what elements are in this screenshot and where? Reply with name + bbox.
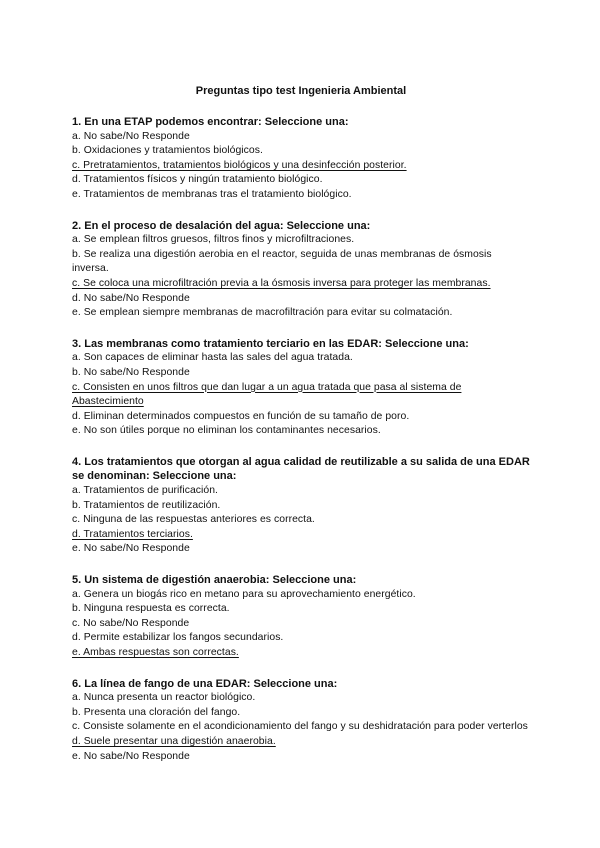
answer-option: b. Se realiza una digestión aerobia en el reactor, seguida de unas membranas de ósmosis inversa. <box>72 248 492 275</box>
answer-option: a. Son capaces de eliminar hasta las sales del agua tratada. <box>72 352 353 364</box>
question-text: 4. Los tratamientos que otorgan al agua calidad de reutilizable a su salida de una EDAR se denominan: Seleccione una: <box>72 455 530 483</box>
question-text: 3. Las membranas como tratamiento terciario en las EDAR: Seleccione una: <box>72 337 469 350</box>
answer-option: d. No sabe/No Responde <box>72 292 190 304</box>
question <box>72 455 530 557</box>
question <box>72 337 530 439</box>
question-text: 2. En el proceso de desalación del agua: Seleccione una: <box>72 219 371 232</box>
answer-option: a. No sabe/No Responde <box>72 130 190 142</box>
answer-option: b. Ninguna respuesta es correcta. <box>72 603 230 615</box>
correct-answer-option: c. Se coloca una microfiltración previa a la ósmosis inversa para proteger las membranas. <box>72 277 491 289</box>
answer-option: d. Eliminan determinados compuestos en función de su tamaño de poro. <box>72 410 410 422</box>
question <box>72 573 530 661</box>
answer-option: b. Oxidaciones y tratamientos biológicos. <box>72 145 263 157</box>
answer-option: e. Se emplean siempre membranas de macrofiltración para evitar su colmatación. <box>72 307 453 319</box>
document-title: Preguntas tipo test Ingenieria Ambiental <box>195 85 407 97</box>
question-text: 6. La línea de fango de una EDAR: Seleccione una: <box>72 677 338 690</box>
correct-answer-option: d. Tratamientos terciarios. <box>72 528 193 540</box>
answer-option: c. Consiste solamente en el acondicionamiento del fango y su deshidratación para poder verterlos <box>72 721 528 733</box>
question-text: 5. Un sistema de digestión anaerobia: Seleccione una: <box>72 574 357 587</box>
answer-option: c. No sabe/No Responde <box>72 617 190 629</box>
correct-answer-option: c. Consisten en unos filtros que dan lugar a un agua tratada que pasa al sistema de Abastecimiento <box>72 381 462 408</box>
answer-option: a. Genera un biogás rico en metano para su aprovechamiento energético. <box>72 588 416 600</box>
answer-option: e. Tratamientos de membranas tras el tratamiento biológico. <box>72 188 352 200</box>
question-text: 1. En una ETAP podemos encontrar: Seleccione una: <box>72 116 349 128</box>
question <box>72 677 530 765</box>
answer-option: b. No sabe/No Responde <box>72 366 190 378</box>
answer-option: b. Presenta una cloración del fango. <box>72 706 241 718</box>
answer-option: a. Tratamientos de purificación. <box>72 485 218 497</box>
correct-answer-option: c. Pretratamientos, tratamientos biológicos y una desinfección posterior. <box>72 159 407 171</box>
answer-option: a. Se emplean filtros gruesos, filtros finos y microfiltraciones. <box>72 234 355 246</box>
question <box>72 115 530 203</box>
answer-option: d. Permite estabilizar los fangos secundarios. <box>72 632 284 644</box>
answer-option: e. No son útiles porque no eliminan los contaminantes necesarios. <box>72 425 381 437</box>
correct-answer-option: e. Ambas respuestas son correctas. <box>72 647 239 658</box>
question <box>72 219 530 321</box>
answer-option: e. No sabe/No Responde <box>72 543 190 555</box>
answer-option: e. No sabe/No Responde <box>72 750 190 762</box>
answer-option: d. Tratamientos físicos y ningún tratamiento biológico. <box>72 174 323 186</box>
answer-option: a. Nunca presenta un reactor biológico. <box>72 692 256 704</box>
answer-option: b. Tratamientos de reutilización. <box>72 499 221 511</box>
answer-option: c. Ninguna de las respuestas anteriores es correcta. <box>72 514 315 526</box>
correct-answer-option: d. Suele presentar una digestión anaerobia. <box>72 735 276 747</box>
